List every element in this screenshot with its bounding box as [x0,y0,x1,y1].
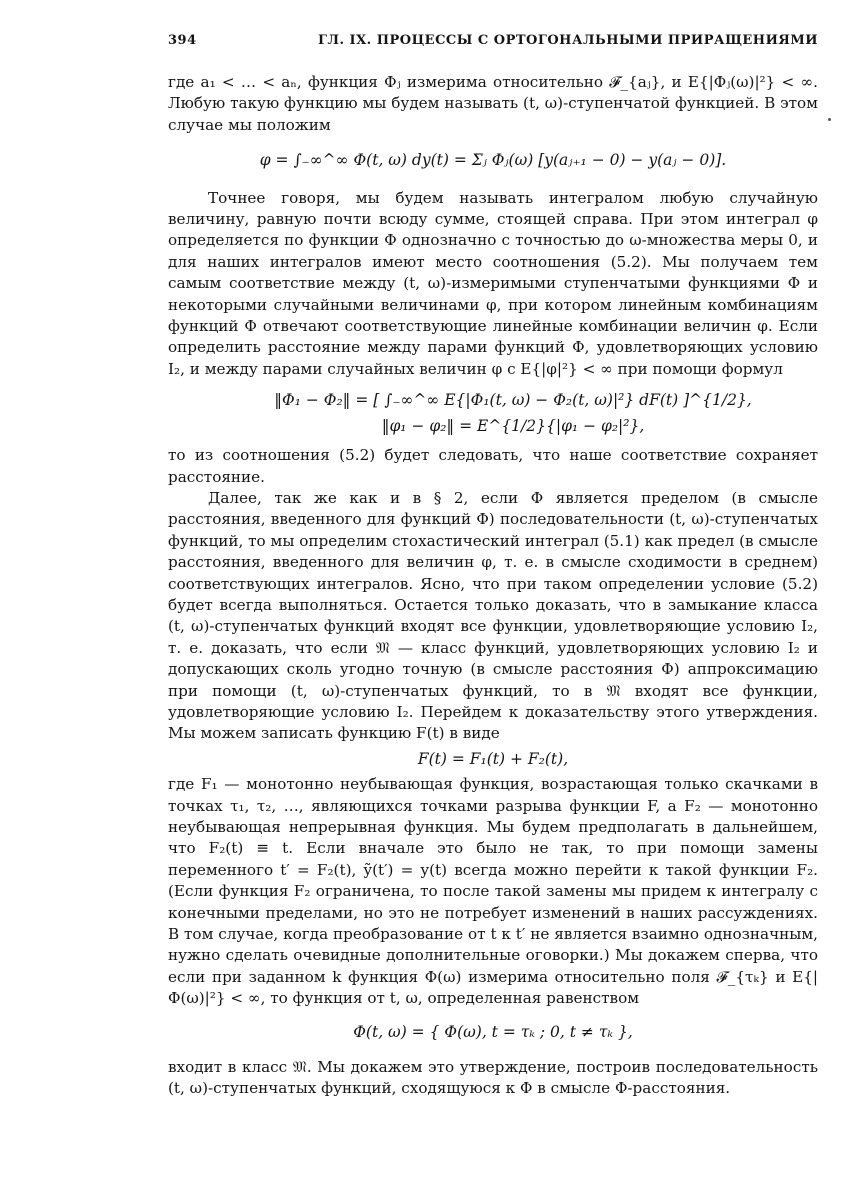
equation-variable-distance: ‖φ₁ − φ₂‖ = E^{1/2}{|φ₁ − φ₂|²}, [381,416,645,435]
paragraph-step-function-definition: где a₁ < … < aₙ, функция Φⱼ измерима относительно 𝓕_{aⱼ}, и E{|Φⱼ(ω)|²} < ∞. Любую такую функцию мы будем называть (t, ω)-ступенчатой функцией. В этом случае мы положим [168,73,818,134]
paragraph-class-membership: входит в класс 𝔐. Мы докажем это утверждение, построив последовательность (t, ω)-ступенчатых функций, сходящуюся к Φ в смысле Φ-расстояния. [168,1058,818,1098]
chapter-title: ГЛ. IX. ПРОЦЕССЫ С ОРТОГОНАЛЬНЫМИ ПРИРАЩЕНИЯМИ [317,33,818,48]
equation-phi-piecewise: Φ(t, ω) = { Φ(ω), t = τₖ ; 0, t ≠ τₖ }, [353,1022,633,1041]
equation-f-decomposition: F(t) = F₁(t) + F₂(t), [417,749,569,768]
equation-function-distance: ‖Φ₁ − Φ₂‖ = [ ∫₋∞^∞ E{|Φ₁(t, ω) − Φ₂(t, ω)|²} dF(t) ]^{1/2}, [274,391,752,410]
page-body [168,72,818,1100]
page-number: 394 [168,33,197,48]
paragraph-monotone-decomposition: где F₁ — монотонно неубывающая функция, возрастающая только скачками в точках τ₁, τ₂, …, являющихся точками разрыва функции F, а F₂ — монотонно неубывающая непрерывная функция. Мы будем предполагать в дальнейшем, что F₂(t) ≡ t. Если вначале это было не так, то при помощи замены переменного t′ = F₂(t), ỹ(t′) = y(t) всегда можно перейти к такой функции F₂. (Если функция F₂ ограничена, то после такой замены мы придем к интегралу с конечными пределами, но это не потребует изменений в наших рассуждениях. В том случае, когда преобразование от t к t′ не является взаимно однозначным, нужно сделать очевидные дополнительные оговорки.) Мы докажем сперва, что если при заданном k функция Φ(ω) измерима относительно поля 𝓕_{τₖ} и E{|Φ(ω)|²} < ∞, то функция от t, ω, определенная равенством [168,775,818,1008]
margin-speck [828,118,831,121]
equation-step-integral: φ = ∫₋∞^∞ Φ(t, ω) dy(t) = Σⱼ Φⱼ(ω) [y(aⱼ₊₁ − 0) − y(aⱼ − 0)]. [259,151,727,170]
paragraph-stochastic-integral-limit: Далее, так же как и в § 2, если Φ является пределом (в смысле расстояния, введенного для функций Φ) последовательности (t, ω)-ступенчатых функций, то мы определим стохастический интеграл (5.1) как предел (в смысле расстояния, введенного для величин φ, т. е. в смысле сходимости в среднем) соответствующих интегралов. Ясно, что при таком определении условие (5.2) будет всегда выполняться. Остается только доказать, что в замыкание класса (t, ω)-ступенчатых функций входят все функции, удовлетворяющие условию I₂, т. е. доказать, что если 𝔐 — класс функций, удовлетворяющих условию I₂ и допускающих сколь угодно точную (в смысле расстояния Φ) аппроксимацию при помощи (t, ω)-ступенчатых функций, то в 𝔐 входят все функции, удовлетворяющие условию I₂. Перейдем к доказательству этого утверждения. Мы можем записать функцию F(t) в виде [168,488,818,743]
paragraph-distance-preserved: то из соотношения (5.2) будет следовать, что наше соответствие сохраняет расстояние. [168,446,818,486]
paragraph-integral-correspondence: Точнее говоря, мы будем называть интегралом любую случайную величину, равную почти всюду сумме, стоящей справа. При этом интеграл φ определяется по функции Φ однозначно с точностью до ω-множества меры 0, и для наших интегралов имеют место соотношения (5.2). Мы получаем тем самым соответствие между (t, ω)-измеримыми ступенчатыми функциями Φ и некоторыми случайными величинами φ, при котором линейным комбинациям функций Φ отвечают соответствующие линейные комбинации величин φ. Если определить расстояние между парами функций Φ, удовлетворяющих условию I₂, и между парами случайных величин φ с E{|φ|²} < ∞ при помощи формул [168,188,818,378]
